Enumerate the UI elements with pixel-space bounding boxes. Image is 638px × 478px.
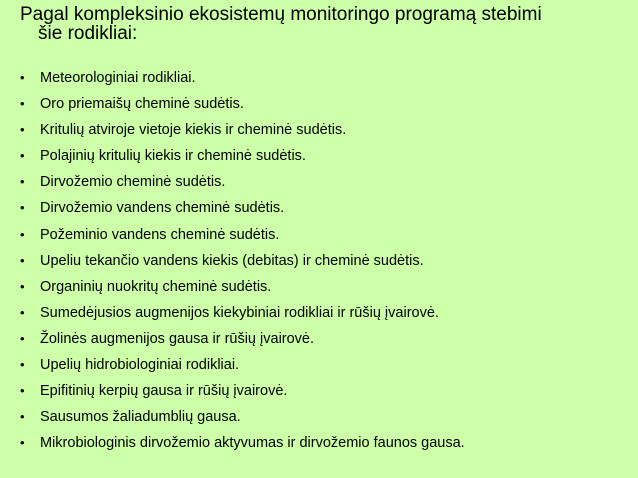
- bullet-icon: •: [20, 174, 25, 190]
- list-item-text: Mikrobiologinis dirvožemio aktyvumas ir dirvožemio faunos gausa.: [40, 435, 465, 452]
- bullet-icon: •: [20, 252, 25, 268]
- list-item-text: Požeminio vandens cheminė sudėtis.: [40, 226, 280, 243]
- bullet-icon: •: [20, 357, 25, 373]
- list-item-text: Sausumos žaliadumblių gausa.: [40, 409, 241, 426]
- list-item-text: Polajinių kritulių kiekis ir cheminė sudėtis.: [40, 148, 306, 165]
- list-item-text: Žolinės augmenijos gausa ir rūšių įvairovė.: [40, 330, 315, 347]
- bullet-icon: •: [20, 383, 25, 399]
- bullet-icon: •: [20, 70, 25, 85]
- bullet-icon: •: [20, 122, 25, 138]
- list-item-text: Upeliu tekančio vandens kiekis (debitas) ir cheminė sudėtis.: [40, 252, 424, 269]
- list-item-text: Sumedėjusios augmenijos kiekybiniai rodikliai ir rūšių įvairovė.: [40, 304, 439, 321]
- bullet-icon: •: [20, 226, 25, 242]
- slide-title: [20, 5, 620, 43]
- list-item-text: Meteorologiniai rodikliai.: [40, 70, 196, 86]
- list-item-text: Dirvožemio vandens cheminė sudėtis.: [40, 200, 285, 217]
- list-item-text: Organinių nuokritų cheminė sudėtis.: [40, 278, 272, 295]
- list-item-text: Upelių hidrobiologiniai rodikliai.: [40, 357, 240, 374]
- slide-title-line-1: Pagal kompleksinio ekosistemų monitoringo programą stebimi: [20, 4, 542, 25]
- list-item-text: Kritulių atviroje vietoje kiekis ir cheminė sudėtis.: [40, 122, 347, 139]
- bullet-icon: •: [20, 200, 25, 216]
- list-item-text: Oro priemaišų cheminė sudėtis.: [40, 96, 244, 113]
- list-item-text: Dirvožemio cheminė sudėtis.: [40, 174, 226, 191]
- slide-title-line-2: šie rodikliai:: [38, 23, 138, 44]
- bullet-icon: •: [20, 409, 25, 425]
- bullet-icon: •: [20, 96, 25, 112]
- bullet-icon: •: [20, 278, 25, 294]
- bullet-icon: •: [20, 304, 25, 320]
- list-item-text: Epifitinių kerpių gausa ir rūšių įvairovė.: [40, 383, 288, 400]
- bullet-icon: •: [20, 148, 25, 164]
- bullet-icon: •: [20, 435, 25, 451]
- bullet-icon: •: [20, 330, 25, 346]
